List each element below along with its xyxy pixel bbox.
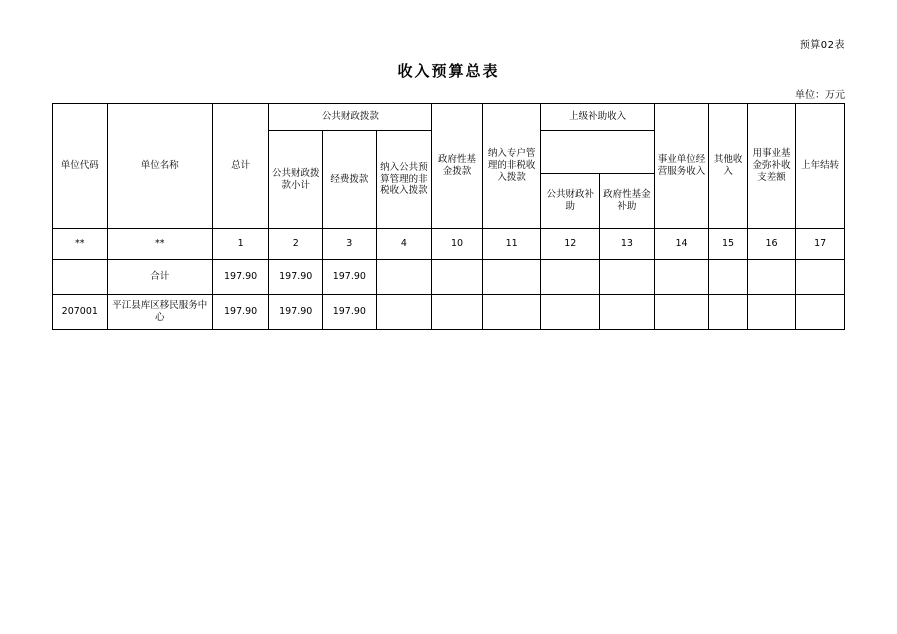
colnum-fund-balance-offset: 16 <box>747 229 796 260</box>
page-title: 收入预算总表 <box>397 62 500 80</box>
header-total: 总计 <box>212 104 269 229</box>
cell-total: 197.90 <box>212 295 269 330</box>
colnum-non-tax-included: 4 <box>376 229 432 260</box>
colnum-public-finance-sub: 2 <box>269 229 323 260</box>
colnum-gov-fund-allocation: 10 <box>432 229 483 260</box>
unit-note: 单位：万元 <box>795 90 845 101</box>
header-special-account-non-tax: 纳入专户管理的非税收入拨款 <box>482 104 541 229</box>
header-gov-fund-allocation: 政府性基金拨款 <box>432 104 483 229</box>
header-superior-gov-fund: 政府性基金补助 <box>600 174 655 229</box>
colnum-unit-code: ** <box>53 229 108 260</box>
cell-unit-name: 平江县库区移民服务中心 <box>107 295 212 330</box>
colnum-superior-gov-fund: 13 <box>600 229 655 260</box>
header-unit-name: 单位名称 <box>107 104 212 229</box>
cell-superior-public-finance <box>541 260 600 295</box>
table-row <box>53 260 845 295</box>
colnum-special-account-non-tax: 11 <box>482 229 541 260</box>
cell-fund-balance-offset <box>747 295 796 330</box>
cell-fund-balance-offset <box>747 260 796 295</box>
cell-special-account-non-tax <box>482 295 541 330</box>
cell-public-finance-sub: 197.90 <box>269 260 323 295</box>
cell-prior-year-carryover <box>796 260 845 295</box>
header-non-tax-included: 纳入公共预算管理的非税收入拨款 <box>376 131 432 229</box>
cell-non-tax-included <box>376 260 432 295</box>
cell-operating-allocation: 197.90 <box>323 260 377 295</box>
document-code: 预算02表 <box>799 40 845 51</box>
cell-other-income <box>709 295 747 330</box>
colnum-business-unit-income: 14 <box>654 229 709 260</box>
header-superior-public-finance: 公共财政补助 <box>541 174 600 229</box>
header-unit-code: 单位代码 <box>53 104 108 229</box>
cell-prior-year-carryover <box>796 295 845 330</box>
colnum-prior-year-carryover: 17 <box>796 229 845 260</box>
cell-public-finance-sub: 197.90 <box>269 295 323 330</box>
colnum-unit-name: ** <box>107 229 212 260</box>
cell-special-account-non-tax <box>482 260 541 295</box>
header-other-income: 其他收入 <box>709 104 747 229</box>
colnum-other-income: 15 <box>709 229 747 260</box>
cell-unit-name: 合计 <box>107 260 212 295</box>
cell-total: 197.90 <box>212 260 269 295</box>
colnum-total: 1 <box>212 229 269 260</box>
header-fund-balance-offset: 用事业基金弥补收支差额 <box>747 104 796 229</box>
cell-business-unit-income <box>654 295 709 330</box>
cell-gov-fund-allocation <box>432 295 483 330</box>
header-superior-subsidy-spacer <box>541 131 654 174</box>
colnum-superior-public-finance: 12 <box>541 229 600 260</box>
cell-superior-gov-fund <box>600 260 655 295</box>
header-superior-subsidy-group: 上级补助收入 <box>541 104 654 131</box>
cell-operating-allocation: 197.90 <box>323 295 377 330</box>
header-public-finance-sub: 公共财政拨款小计 <box>269 131 323 229</box>
cell-gov-fund-allocation <box>432 260 483 295</box>
header-public-finance-group: 公共财政拨款 <box>269 104 432 131</box>
header-business-unit-income: 事业单位经营服务收入 <box>654 104 709 229</box>
cell-unit-code: 207001 <box>53 295 108 330</box>
colnum-operating-allocation: 3 <box>323 229 377 260</box>
cell-superior-gov-fund <box>600 295 655 330</box>
cell-business-unit-income <box>654 260 709 295</box>
column-number-row <box>53 229 845 260</box>
cell-superior-public-finance <box>541 295 600 330</box>
table-row <box>53 295 845 330</box>
header-prior-year-carryover: 上年结转 <box>796 104 845 229</box>
cell-other-income <box>709 260 747 295</box>
income-budget-table <box>52 103 845 330</box>
cell-unit-code <box>53 260 108 295</box>
header-operating-allocation: 经费拨款 <box>323 131 377 229</box>
cell-non-tax-included <box>376 295 432 330</box>
